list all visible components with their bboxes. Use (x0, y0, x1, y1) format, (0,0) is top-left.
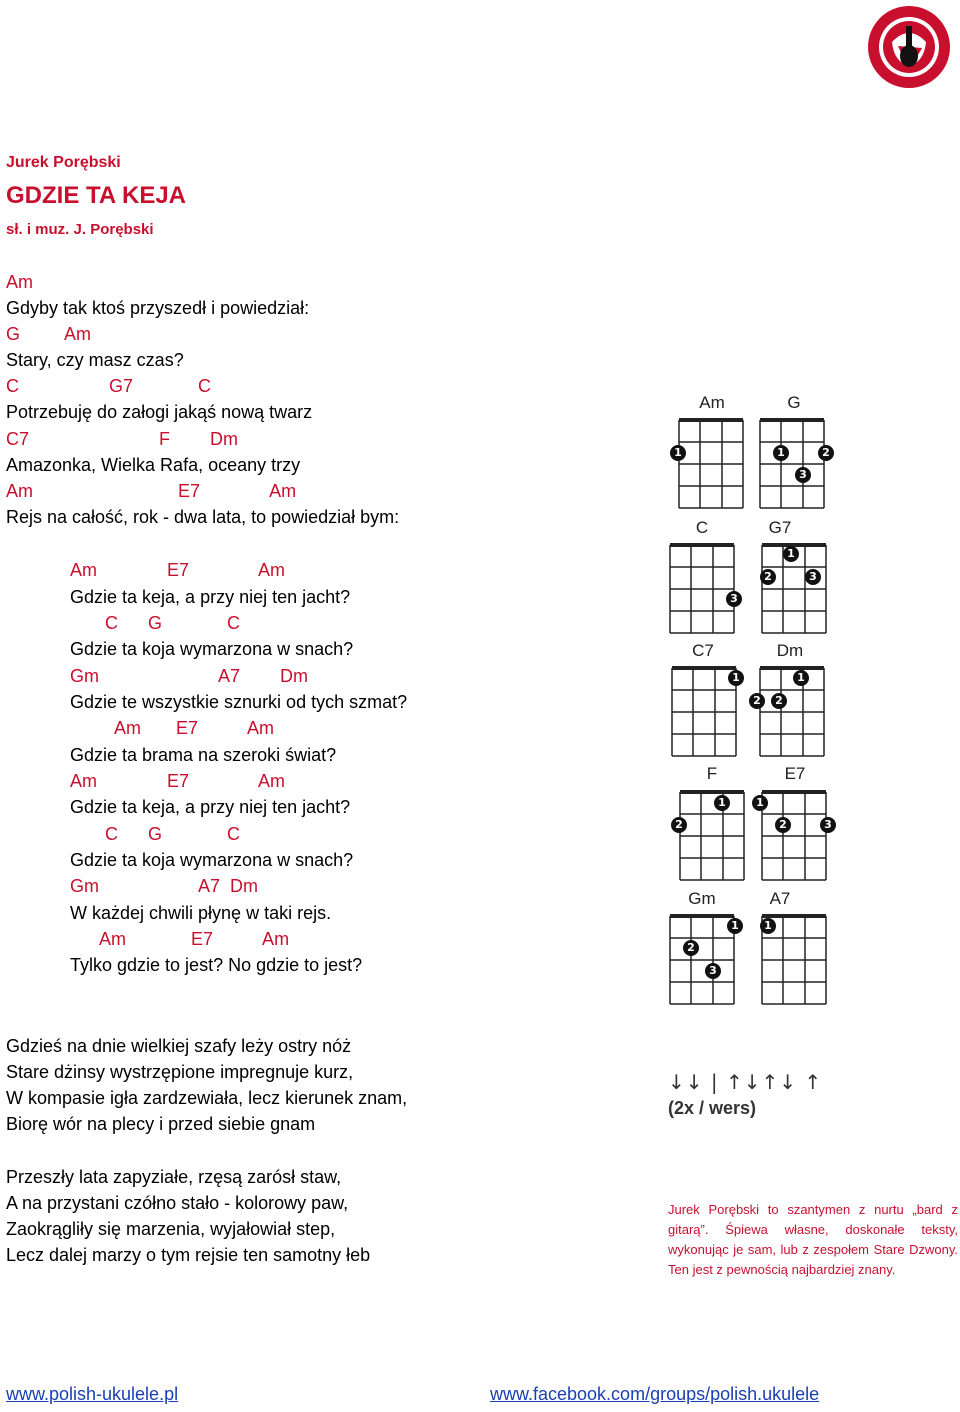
chord-name-e7: E7 (784, 764, 806, 783)
chorus-chord-line: Am E7 Am (70, 560, 286, 580)
chorus-lyric-line: Gdzie ta brama na szeroki świat? (70, 745, 337, 765)
finger-dot: 2 (749, 693, 765, 709)
chord-grid-c (668, 543, 738, 635)
finger-dot: 1 (714, 795, 730, 811)
chord-grid-e7 (760, 790, 830, 882)
finger-dot: 2 (671, 817, 687, 833)
stanza-line: A na przystani czółno stało - kolorowy paw, (6, 1193, 349, 1213)
verse-chord-line: Am E7 Am (6, 481, 297, 501)
stanza-line: Lecz dalej marzy o tym rejsie ten samotny łeb (6, 1245, 371, 1265)
finger-dot: 3 (705, 963, 721, 979)
chorus-chord-line: Am E7 Am (70, 771, 286, 791)
song-title: GDZIE TA KEJA (6, 182, 187, 209)
finger-dot: 1 (728, 670, 744, 686)
chord-name-am: Am (699, 393, 725, 412)
chorus-chord-line: Gm A7 Dm (70, 666, 309, 686)
chord-name-a7: A7 (769, 889, 791, 908)
verse-lyric-line: Amazonka, Wielka Rafa, oceany trzy (6, 455, 301, 475)
chord-name-g7: G7 (768, 518, 792, 537)
chorus-chord-line: C G C (70, 824, 241, 844)
chorus-chord-line: C G C (70, 613, 241, 633)
website-link[interactable]: www.polish-ukulele.pl (6, 1384, 179, 1404)
finger-dot: 1 (760, 918, 776, 934)
chord-name-dm: Dm (776, 641, 804, 660)
chord-name-g: G (787, 393, 801, 412)
chorus-lyric-line: Tylko gdzie to jest? No gdzie to jest? (70, 955, 363, 975)
chorus-lyric-line: Gdzie ta keja, a przy niej ten jacht? (70, 587, 351, 607)
verse-lyric-line: Stary, czy masz czas? (6, 350, 184, 370)
finger-dot: 1 (783, 546, 799, 562)
finger-dot: 2 (683, 940, 699, 956)
finger-dot: 2 (775, 817, 791, 833)
finger-dot: 1 (773, 445, 789, 461)
chorus-lyric-line: Gdzie te wszystkie sznurki od tych szmat? (70, 692, 408, 712)
finger-dot: 2 (760, 569, 776, 585)
stanza-line: W kompasie igła zardzewiała, lecz kierunek znam, (6, 1088, 408, 1108)
verse-chord-line: C G7 C (6, 376, 212, 396)
chorus-lyric-line: W każdej chwili płynę w taki rejs. (70, 903, 332, 923)
author-bio: Jurek Porębski to szantymen z nurtu „bard z gitarą”. Śpiewa własne, doskonałe teksty, wykonując je sam, lub z zespołem Stare Dzwony. Ten jest z pewnością najbardziej znany. (668, 1202, 958, 1277)
chorus-lyric-line: Gdzie ta koja wymarzona w snach? (70, 639, 354, 659)
chord-grid-f (678, 790, 748, 882)
stanza-line: Zaokrągliły się marzenia, wyjałowiał step, (6, 1219, 336, 1239)
chord-name-f: F (706, 764, 718, 783)
chord-name-c7: C7 (692, 641, 714, 660)
chord-grid-g (758, 418, 828, 510)
stanza-line: Stare dżinsy wystrzępione impregnuje kurz, (6, 1062, 354, 1082)
polish-ukulele-logo (866, 4, 952, 90)
author: Jurek Porębski (6, 154, 121, 171)
chorus-chord-line: Gm A7 Dm (70, 876, 259, 896)
finger-dot: 3 (726, 591, 742, 607)
stanza-line: Przeszły lata zapyziałe, rzęsą zarósł staw, (6, 1167, 342, 1187)
facebook-link[interactable]: www.facebook.com/groups/polish.ukulele (490, 1384, 820, 1404)
chord-name-gm: Gm (688, 889, 716, 908)
strumming-repeat: (2x / wers) (668, 1098, 757, 1118)
stanza-line: Gdzieś na dnie wielkiej szafy leży ostry nóż (6, 1036, 352, 1056)
credits: sł. i muz. J. Porębski (6, 221, 154, 238)
verse-chord-line: C7 F Dm (6, 429, 239, 449)
finger-dot: 2 (771, 693, 787, 709)
strumming-pattern: ↓↓ | ↑↓↑↓ ↑ (668, 1070, 823, 1094)
finger-dot: 3 (795, 467, 811, 483)
stanza-line: Biorę wór na plecy i przed siebie gnam (6, 1114, 316, 1134)
finger-dot: 1 (670, 445, 686, 461)
verse-lyric-line: Rejs na całość, rok - dwa lata, to powiedział bym: (6, 507, 400, 527)
verse-chord-line: Am (6, 272, 33, 292)
verse-lyric-line: Gdyby tak ktoś przyszedł i powiedział: (6, 298, 310, 318)
chorus-chord-line: Am E7 Am (70, 929, 290, 949)
finger-dot: 3 (805, 569, 821, 585)
verse-chord-line: G Am (6, 324, 92, 344)
finger-dot: 3 (820, 817, 836, 833)
finger-dot: 1 (793, 670, 809, 686)
finger-dot: 1 (727, 918, 743, 934)
chord-name-c: C (695, 518, 709, 537)
chorus-chord-line: Am E7 Am (70, 718, 275, 738)
finger-dot: 2 (818, 445, 834, 461)
chord-grid-am (677, 418, 747, 510)
chorus-lyric-line: Gdzie ta koja wymarzona w snach? (70, 850, 354, 870)
chorus-lyric-line: Gdzie ta keja, a przy niej ten jacht? (70, 797, 351, 817)
verse-lyric-line: Potrzebuję do załogi jakąś nową twarz (6, 402, 313, 422)
finger-dot: 1 (752, 795, 768, 811)
